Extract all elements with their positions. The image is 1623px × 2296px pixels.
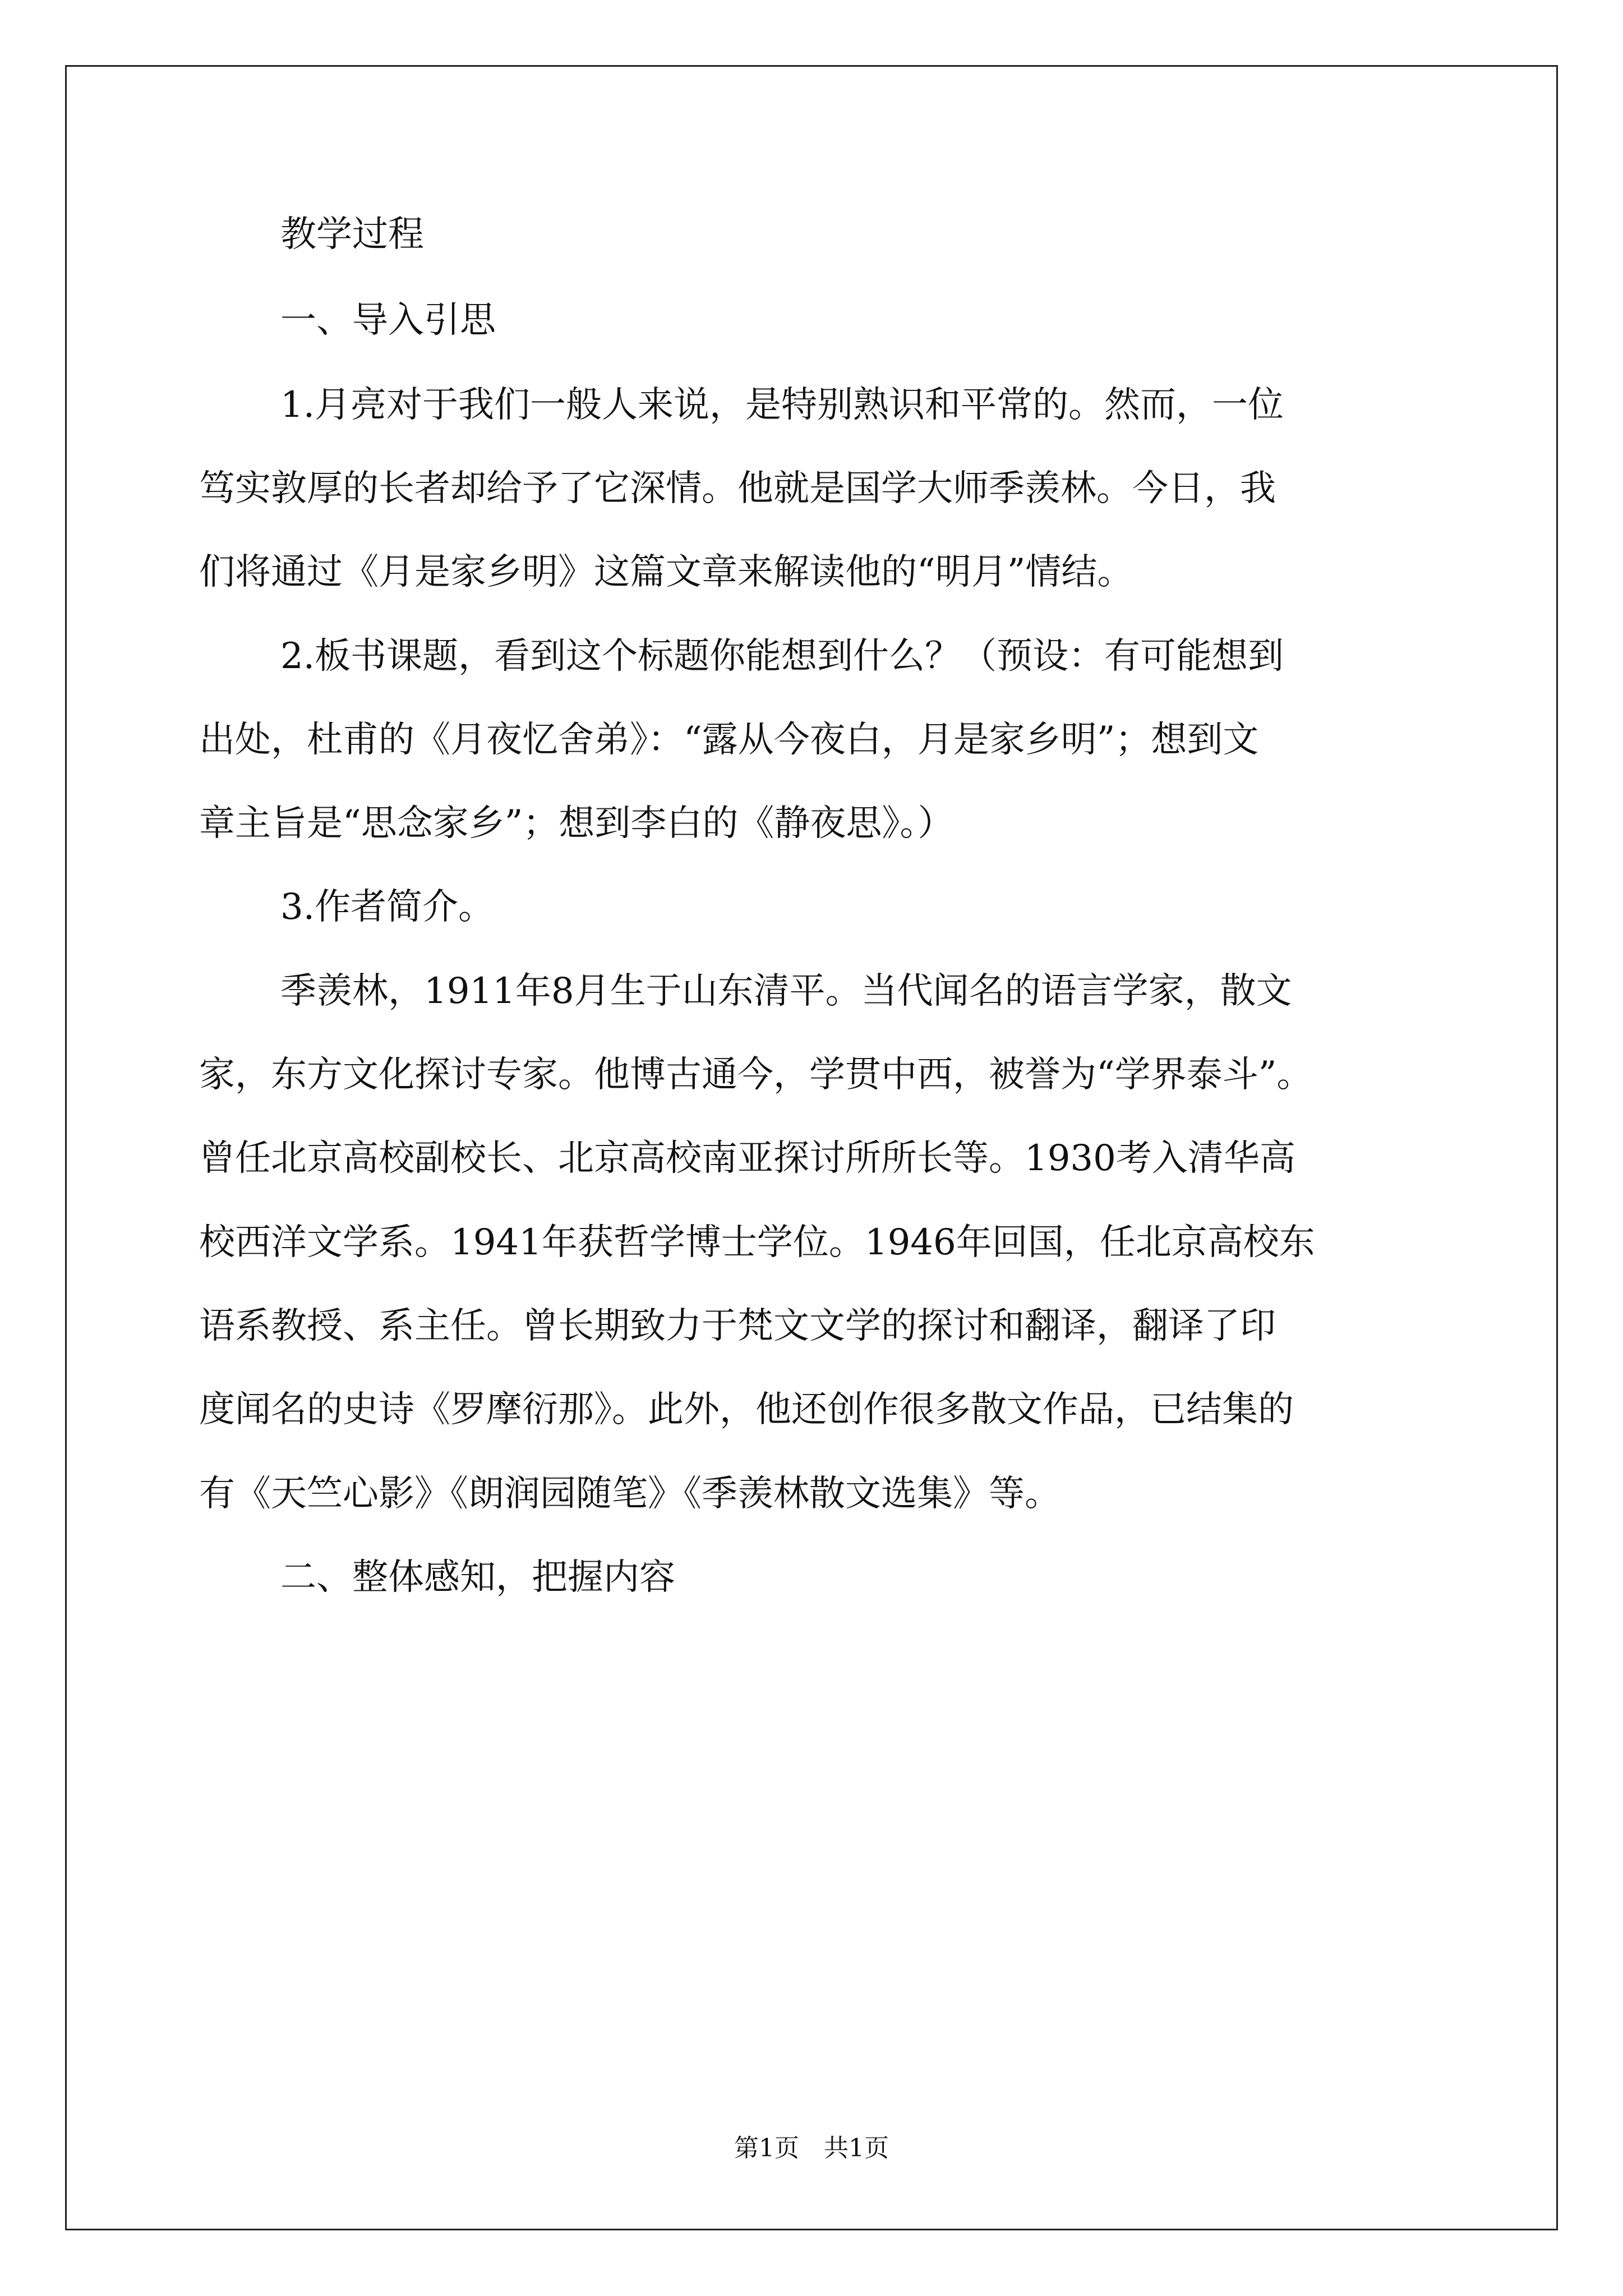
paragraph-line: 季羡林，1911年8月生于山东清平。当代闻名的语言学家，散文 [280, 970, 1292, 1012]
section-heading-teaching-process: 教学过程 [280, 214, 424, 255]
paragraph-line: 校西洋文学系。1941年获哲学博士学位。1946年回国，任北京高校东 [199, 1222, 1315, 1263]
paragraph-line: 章主旨是“思念家乡”；想到李白的《静夜思》。） [199, 803, 954, 844]
paragraph-line: 们将通过《月是家乡明》这篇文章来解读他的“明月”情结。 [199, 551, 1133, 593]
paragraph-line: 3.作者简介。 [280, 886, 495, 928]
paragraph-line: 2.板书课题，看到这个标题你能想到什么？（预设：有可能想到 [280, 636, 1284, 677]
paragraph-line: 有《天竺心影》《朗润园随笔》《季羡林散文选集》等。 [199, 1473, 1061, 1515]
paragraph-line: 出处，杜甫的《月夜忆舍弟》：“露从今夜白，月是家乡明”；想到文 [199, 719, 1259, 761]
paragraph-line: 语系教授、系主任。曾长期致力于梵文文学的探讨和翻译，翻译了印 [199, 1305, 1276, 1347]
section-heading-overall-perception: 二、整体感知，把握内容 [280, 1557, 675, 1598]
paragraph-line: 1.月亮对于我们一般人来说，是特别熟识和平常的。然而，一位 [280, 384, 1284, 426]
page-number-footer: 第1页 共1页 [734, 2134, 889, 2162]
paragraph-line: 笃实敦厚的长者却给予了它深情。他就是国学大师季羡林。今日，我 [199, 468, 1276, 509]
paragraph-line: 曾任北京高校副校长、北京高校南亚探讨所所长等。1930考入清华高 [199, 1138, 1295, 1179]
paragraph-line: 度闻名的史诗《罗摩衍那》。此外，他还创作很多散文作品，已结集的 [199, 1389, 1294, 1430]
paragraph-line: 家，东方文化探讨专家。他博古通今，学贯中西，被誉为“学界泰斗”。 [199, 1054, 1313, 1096]
section-heading-introduction: 一、导入引思 [280, 300, 496, 341]
